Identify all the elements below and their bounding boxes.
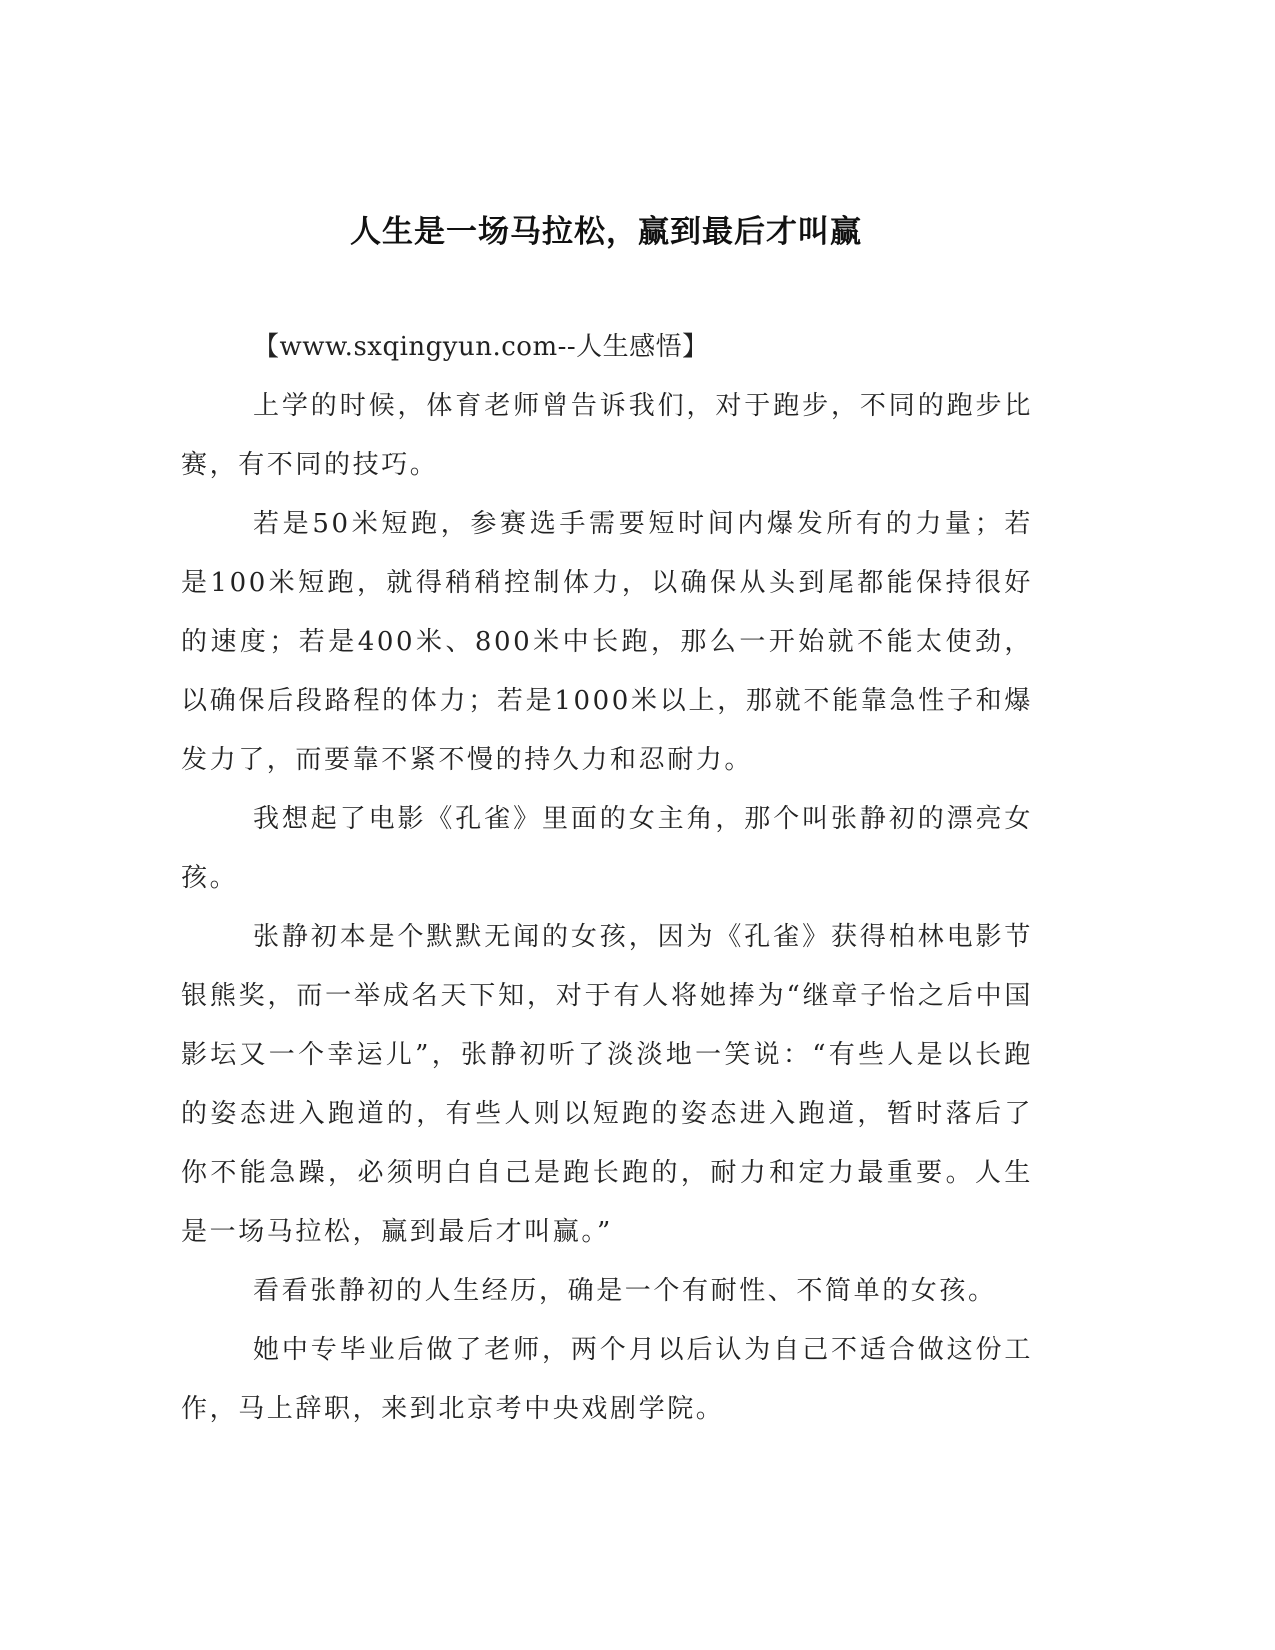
document-body bbox=[181, 318, 1033, 1439]
document-title: 人生是一场马拉松，赢到最后才叫赢 bbox=[350, 214, 862, 250]
source-line: 【www.sxqingyun.com--人生感悟】 bbox=[253, 332, 709, 362]
paragraph: 上学的时候，体育老师曾告诉我们，对于跑步，不同的跑步比赛，有不同的技巧。 bbox=[181, 391, 1033, 480]
paragraph: 看看张静初的人生经历，确是一个有耐性、不简单的女孩。 bbox=[253, 1276, 997, 1306]
paragraph: 我想起了电影《孔雀》里面的女主角，那个叫张静初的漂亮女孩。 bbox=[181, 804, 1033, 893]
paragraph: 她中专毕业后做了老师，两个月以后认为自己不适合做这份工作，马上辞职，来到北京考中央戏剧学院。 bbox=[181, 1335, 1033, 1424]
paragraph: 张静初本是个默默无闻的女孩，因为《孔雀》获得柏林电影节银熊奖，而一举成名天下知，对于有人将她捧为“继章子怡之后中国影坛又一个幸运儿”，张静初听了淡淡地一笑说：“有些人是以长跑的姿态进入跑道的，有些人则以短跑的姿态进入跑道，暂时落后了你不能急躁，必须明白自己是跑长跑的，耐力和定力最重要。人生是一场马拉松，赢到最后才叫赢。” bbox=[181, 922, 1033, 1247]
paragraph: 若是50米短跑，参赛选手需要短时间内爆发所有的力量；若是100米短跑，就得稍稍控制体力，以确保从头到尾都能保持很好的速度；若是400米、800米中长跑，那么一开始就不能太使劲，以确保后段路程的体力；若是1000米以上，那就不能靠急性子和爆发力了，而要靠不紧不慢的持久力和忍耐力。 bbox=[181, 509, 1033, 775]
